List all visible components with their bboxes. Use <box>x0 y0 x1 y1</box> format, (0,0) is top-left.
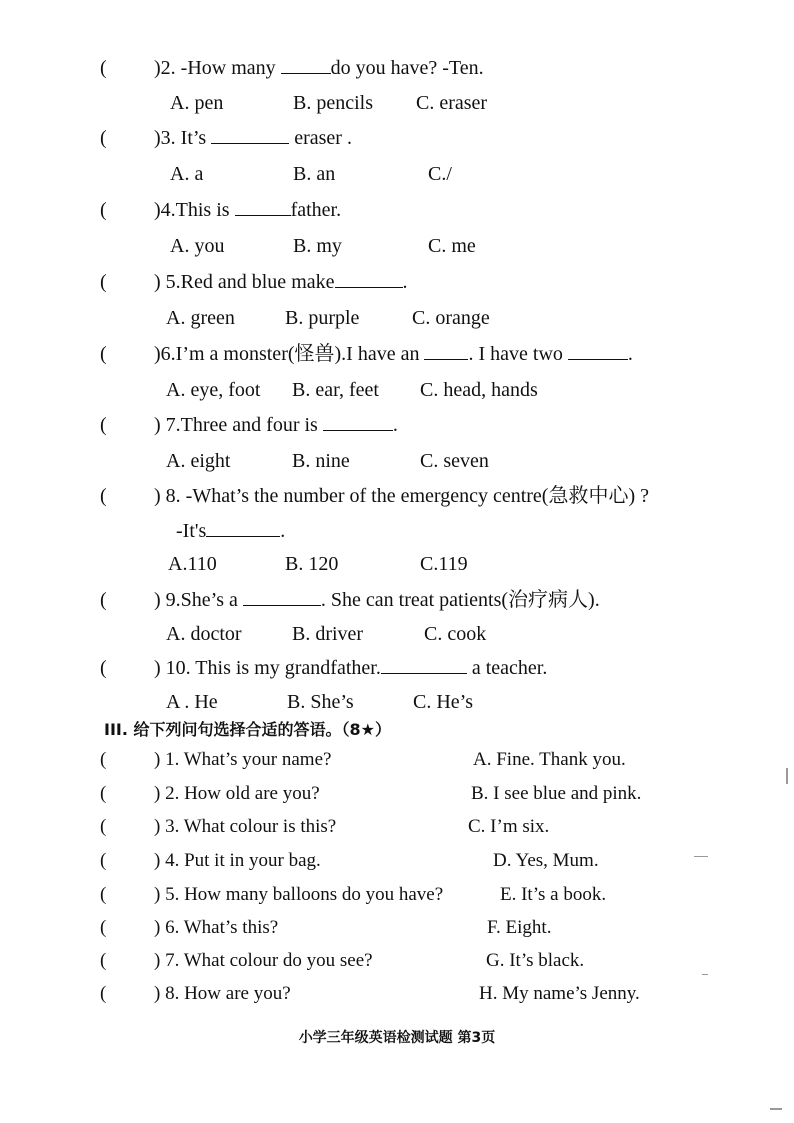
question-text-post: . I have two <box>468 343 568 365</box>
answer-blank[interactable] <box>568 345 628 360</box>
question-text-post: a teacher. <box>466 657 548 679</box>
option-c[interactable]: C. He’s <box>413 691 473 713</box>
question-4 <box>100 198 700 222</box>
match-answer: D. Yes, Mum. <box>493 850 599 871</box>
option-c[interactable]: C. orange <box>412 307 490 329</box>
match-question: ) 2. How old are you? <box>154 783 320 804</box>
option-b[interactable]: B. purple <box>285 307 360 329</box>
scan-mark <box>694 856 708 857</box>
match-question: ) 7. What colour do you see? <box>154 950 373 971</box>
answer-paren[interactable]: ( <box>100 884 107 905</box>
question-answer-line <box>176 519 285 543</box>
scan-mark <box>786 768 788 784</box>
match-row <box>100 748 700 772</box>
question-text-post: . <box>627 343 633 365</box>
answer-blank[interactable] <box>335 273 403 288</box>
match-answer: H. My name’s Jenny. <box>479 983 640 1004</box>
match-row <box>100 782 700 806</box>
question-text-pre: ) 7.Three and four is <box>154 414 323 436</box>
answer-paren[interactable]: ( <box>100 850 107 871</box>
question-text <box>154 198 341 222</box>
answer-blank[interactable] <box>323 416 393 431</box>
match-question: ) 8. How are you? <box>154 983 291 1004</box>
answer-blank[interactable] <box>424 345 468 360</box>
option-c[interactable]: C.119 <box>420 553 468 575</box>
option-b[interactable]: B. an <box>293 163 336 185</box>
option-a[interactable]: A. you <box>170 235 225 257</box>
match-row <box>100 815 700 839</box>
question-text-pre: )2. -How many <box>154 57 281 79</box>
answer-prefix: -It's <box>176 520 207 542</box>
option-a[interactable]: A. eight <box>166 450 231 472</box>
question-text-post: eraser . <box>289 127 352 149</box>
option-b[interactable]: B. ear, feet <box>292 379 379 401</box>
question-text-post: do you have? -Ten. <box>330 57 484 79</box>
option-a[interactable]: A.110 <box>168 553 217 575</box>
question-10 <box>100 656 700 680</box>
option-b[interactable]: B. my <box>293 235 342 257</box>
question-text-post: . <box>392 414 398 436</box>
answer-paren[interactable]: ( <box>100 343 107 365</box>
answer-blank[interactable] <box>235 201 291 216</box>
question-text-pre: )6.I’m a monster(怪兽).I have an <box>154 343 425 365</box>
scan-mark <box>770 1108 782 1110</box>
question-text <box>154 270 408 294</box>
answer-paren[interactable]: ( <box>100 950 107 971</box>
question-text-pre: )4.This is <box>154 199 235 221</box>
answer-blank[interactable] <box>211 129 289 144</box>
answer-blank[interactable] <box>281 59 331 74</box>
answer-paren[interactable]: ( <box>100 749 107 770</box>
answer-paren[interactable]: ( <box>100 414 107 436</box>
question-3 <box>100 126 700 150</box>
answer-paren[interactable]: ( <box>100 271 107 293</box>
option-b[interactable]: B. She’s <box>287 691 354 713</box>
question-2 <box>100 56 700 80</box>
match-question: ) 6. What’s this? <box>154 917 279 938</box>
question-text <box>154 342 633 366</box>
option-b[interactable]: B. pencils <box>293 92 373 114</box>
match-answer: E. It’s a book. <box>500 884 607 905</box>
match-answer: B. I see blue and pink. <box>471 783 642 804</box>
match-question: ) 4. Put it in your bag. <box>154 850 321 871</box>
page-footer: 小学三年级英语检测试题 第3页 <box>298 1030 496 1046</box>
match-row <box>100 849 700 873</box>
question-text-post: father. <box>290 199 342 221</box>
question-text-post: . <box>402 271 408 293</box>
match-question: ) 1. What’s your name? <box>154 749 332 770</box>
question-text <box>154 588 600 612</box>
option-b[interactable]: B. nine <box>292 450 350 472</box>
option-b[interactable]: B. 120 <box>285 553 339 575</box>
question-9 <box>100 588 700 612</box>
question-text <box>154 56 484 80</box>
question-text <box>154 413 398 437</box>
question-text-pre: ) 10. This is my grandfather. <box>154 657 381 679</box>
answer-blank[interactable] <box>381 659 467 674</box>
scan-mark <box>702 974 708 975</box>
option-c[interactable]: C. eraser <box>416 92 488 114</box>
match-answer: A. Fine. Thank you. <box>473 749 626 770</box>
answer-paren[interactable]: ( <box>100 783 107 804</box>
question-text <box>154 484 649 508</box>
answer-paren[interactable]: ( <box>100 57 107 79</box>
answer-paren[interactable]: ( <box>100 199 107 221</box>
question-5 <box>100 270 700 294</box>
option-a[interactable]: A. pen <box>170 92 224 114</box>
match-answer: F. Eight. <box>487 917 552 938</box>
section-3-title: III. 给下列问句选择合适的答语。（8★） <box>104 720 391 739</box>
question-8 <box>100 484 700 508</box>
option-a[interactable]: A . He <box>166 691 218 713</box>
match-row <box>100 982 700 1006</box>
answer-paren[interactable]: ( <box>100 816 107 837</box>
answer-suffix: . <box>280 520 286 542</box>
option-c[interactable]: C. me <box>428 235 476 257</box>
option-b[interactable]: B. driver <box>292 623 364 645</box>
option-c[interactable]: C. head, hands <box>420 379 538 401</box>
match-answer: C. I’m six. <box>468 816 550 837</box>
option-a[interactable]: A. green <box>166 307 235 329</box>
match-row <box>100 916 700 940</box>
answer-paren[interactable]: ( <box>100 127 107 149</box>
match-question: ) 5. How many balloons do you have? <box>154 884 444 905</box>
question-text <box>154 126 352 150</box>
option-a[interactable]: A. a <box>170 163 204 185</box>
option-a[interactable]: A. eye, foot <box>166 379 261 401</box>
answer-paren[interactable]: ( <box>100 917 107 938</box>
option-c[interactable]: C. seven <box>420 450 489 472</box>
question-7 <box>100 413 700 437</box>
match-row <box>100 949 700 973</box>
answer-paren[interactable]: ( <box>100 657 107 679</box>
option-c[interactable]: C. cook <box>424 623 487 645</box>
option-a[interactable]: A. doctor <box>166 623 242 645</box>
match-row <box>100 883 700 907</box>
answer-paren[interactable]: ( <box>100 983 107 1004</box>
answer-paren[interactable]: ( <box>100 589 107 611</box>
question-text-post: . She can treat patients(治疗病人). <box>320 589 600 611</box>
question-text-pre: ) 9.She’s a <box>154 589 243 611</box>
match-answer: G. It’s black. <box>486 950 585 971</box>
answer-blank[interactable] <box>243 591 321 606</box>
question-text <box>154 656 547 680</box>
question-6 <box>100 342 700 366</box>
question-text-pre: ) 5.Red and blue make <box>154 271 335 293</box>
question-text-pre: ) 8. -What’s the number of the emergency centre(急救中心) ? <box>154 485 649 507</box>
match-question: ) 3. What colour is this? <box>154 816 337 837</box>
answer-blank[interactable] <box>206 522 280 537</box>
answer-paren[interactable]: ( <box>100 485 107 507</box>
question-text-pre: )3. It’s <box>154 127 212 149</box>
option-c[interactable]: C./ <box>428 163 452 185</box>
